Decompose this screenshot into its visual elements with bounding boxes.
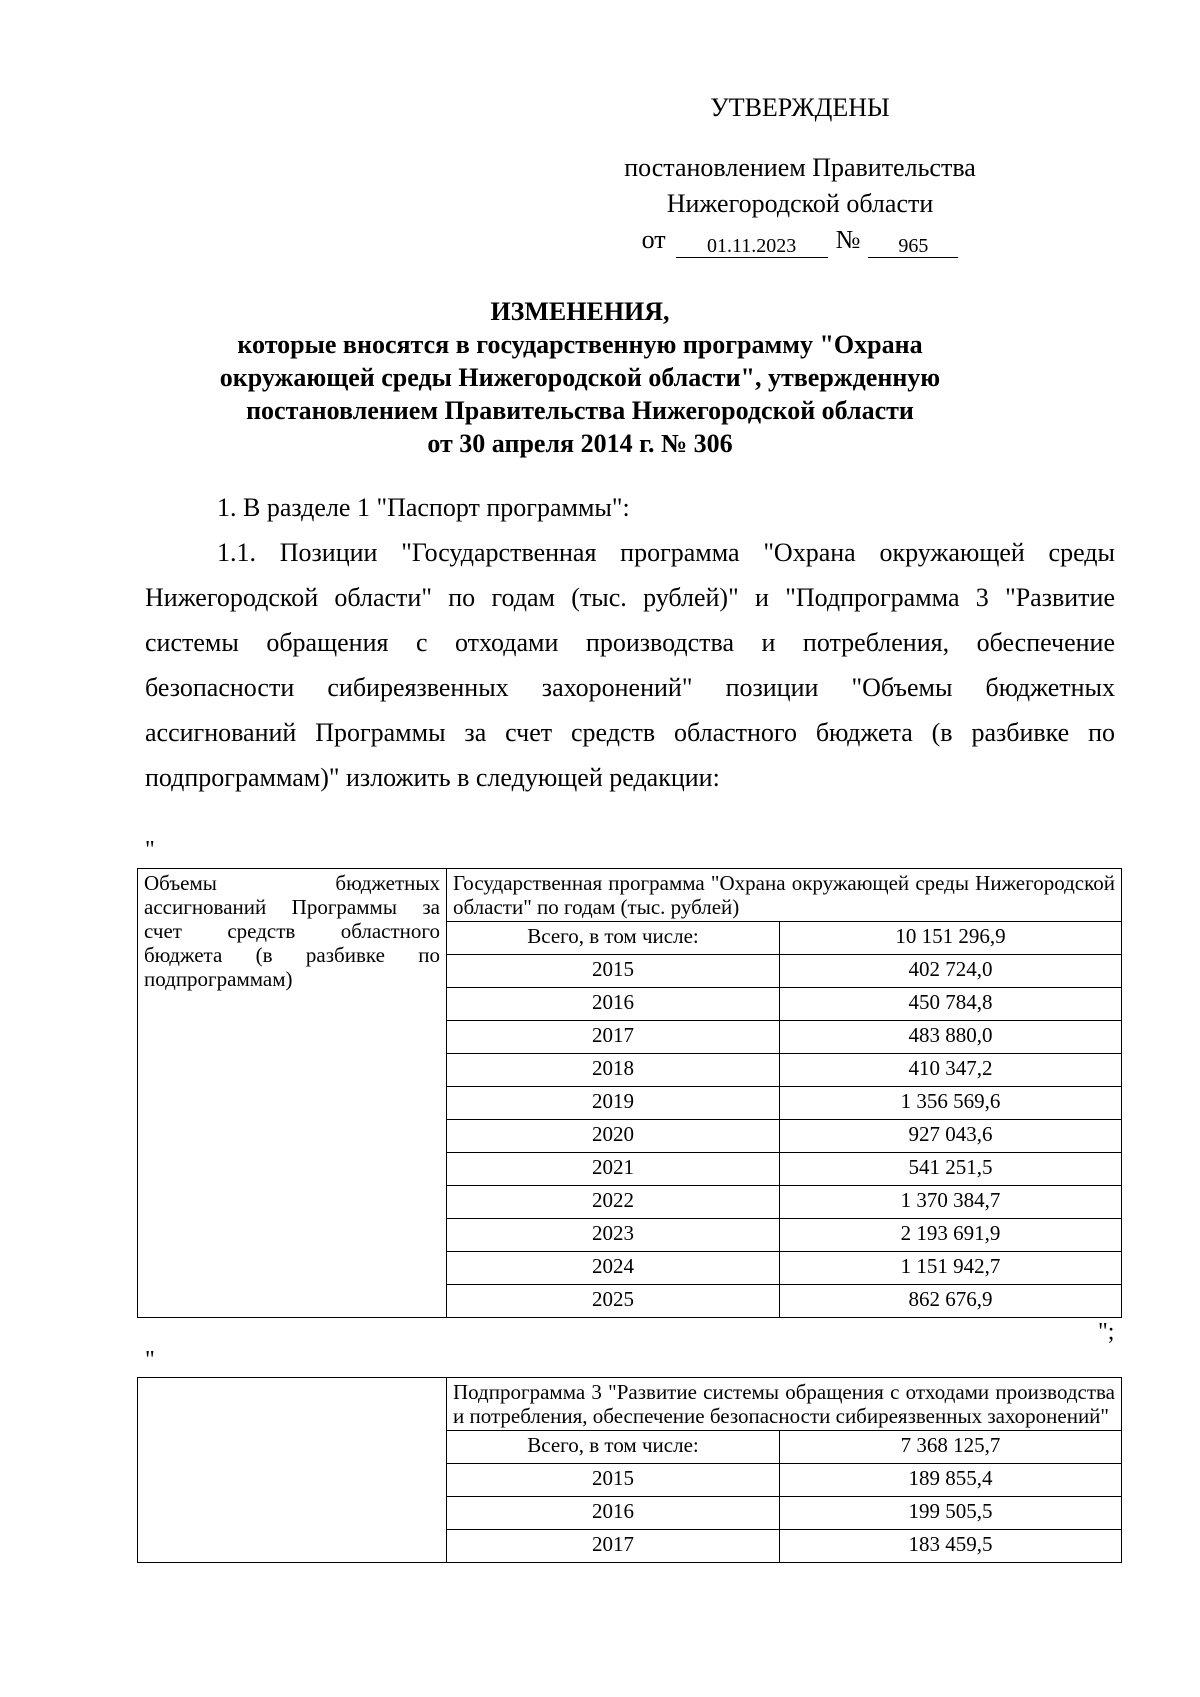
- number-label: №: [835, 225, 861, 254]
- heading-line1: ИЗМЕНЕНИЯ,: [490, 297, 670, 326]
- amount-cell: 402 724,0: [780, 955, 1122, 988]
- year-cell: 2017: [447, 1021, 780, 1054]
- paragraph-1: 1. В разделе 1 "Паспорт программы":: [217, 493, 630, 522]
- from-label: от: [641, 225, 666, 254]
- heading-line4: постановлением Правительства Нижегородской области: [246, 396, 914, 425]
- year-cell: 2015: [447, 1464, 780, 1497]
- document-heading: [140, 295, 1020, 460]
- table1-total-value: 10 151 296,9: [780, 922, 1122, 955]
- amount-cell: 199 505,5: [780, 1497, 1122, 1530]
- year-cell: 2022: [447, 1186, 780, 1219]
- year-cell: 2021: [447, 1153, 780, 1186]
- amount-cell: 450 784,8: [780, 988, 1122, 1021]
- open-quote-2: ": [145, 1347, 155, 1373]
- amount-cell: 483 880,0: [780, 1021, 1122, 1054]
- heading-line2: которые вносятся в государственную программу "Охрана: [237, 330, 923, 359]
- table2-total-value: 7 368 125,7: [780, 1431, 1122, 1464]
- amount-cell: 183 459,5: [780, 1530, 1122, 1563]
- open-quote-1: ": [145, 837, 155, 863]
- amount-cell: 1 356 569,6: [780, 1087, 1122, 1120]
- heading-line5: от 30 апреля 2014 г. № 306: [427, 429, 733, 458]
- table2-total-label: Всего, в том числе:: [447, 1431, 780, 1464]
- year-cell: 2020: [447, 1120, 780, 1153]
- budget-table-program: [137, 868, 1122, 1318]
- approval-line1: постановлением Правительства: [624, 153, 976, 182]
- order-date: 01.11.2023: [676, 235, 828, 258]
- amount-cell: 189 855,4: [780, 1464, 1122, 1497]
- paragraph-1-1: 1.1. Позиции "Государственная программа "Охрана окружающей среды Нижегородской области" по годам (тыс. рублей)" и "Подпрограмма 3 "Развитие системы обращения с отходами производства и потребления, обеспечение безопасности сибиреязвенных захоронений" позиции "Объемы бюджетных ассигнований Программы за счет средств областного бюджета (в разбивке по подпрограммам)" изложить в следующей редакции:: [145, 538, 1115, 792]
- year-cell: 2023: [447, 1219, 780, 1252]
- amount-cell: 862 676,9: [780, 1285, 1122, 1318]
- table-row: [138, 1378, 1122, 1431]
- year-cell: 2018: [447, 1054, 780, 1087]
- table2-left-blank: [138, 1378, 447, 1563]
- heading-line3: окружающей среды Нижегородской области", утвержденную: [219, 363, 941, 392]
- order-number: 965: [868, 235, 958, 258]
- year-cell: 2017: [447, 1530, 780, 1563]
- year-cell: 2024: [447, 1252, 780, 1285]
- close-quote-1: ";: [1098, 1319, 1115, 1345]
- table1-left-label: Объемы бюджетных ассигнований Программы за счет средств областного бюджета (в разбивке по подпрограммам): [138, 869, 447, 1318]
- year-cell: 2016: [447, 1497, 780, 1530]
- order-line: [580, 222, 1020, 258]
- year-cell: 2016: [447, 988, 780, 1021]
- approval-title: УТВЕРЖДЕНЫ: [710, 93, 890, 122]
- year-cell: 2025: [447, 1285, 780, 1318]
- approval-block: [580, 90, 1020, 258]
- amount-cell: 1 370 384,7: [780, 1186, 1122, 1219]
- table-row: [138, 869, 1122, 922]
- table1-total-label: Всего, в том числе:: [447, 922, 780, 955]
- table2-program-title: Подпрограмма 3 "Развитие системы обращения с отходами производства и потребления, обеспечение безопасности сибиреязвенных захоронений": [447, 1378, 1122, 1431]
- budget-table-subprogram: [137, 1377, 1122, 1563]
- amount-cell: 541 251,5: [780, 1153, 1122, 1186]
- amount-cell: 927 043,6: [780, 1120, 1122, 1153]
- amount-cell: 410 347,2: [780, 1054, 1122, 1087]
- amount-cell: 2 193 691,9: [780, 1219, 1122, 1252]
- amount-cell: 1 151 942,7: [780, 1252, 1122, 1285]
- approval-line2: Нижегородской области: [666, 189, 934, 218]
- table1-program-title: Государственная программа "Охрана окружающей среды Нижегородской области" по годам (тыс. рублей): [447, 869, 1122, 922]
- year-cell: 2019: [447, 1087, 780, 1120]
- year-cell: 2015: [447, 955, 780, 988]
